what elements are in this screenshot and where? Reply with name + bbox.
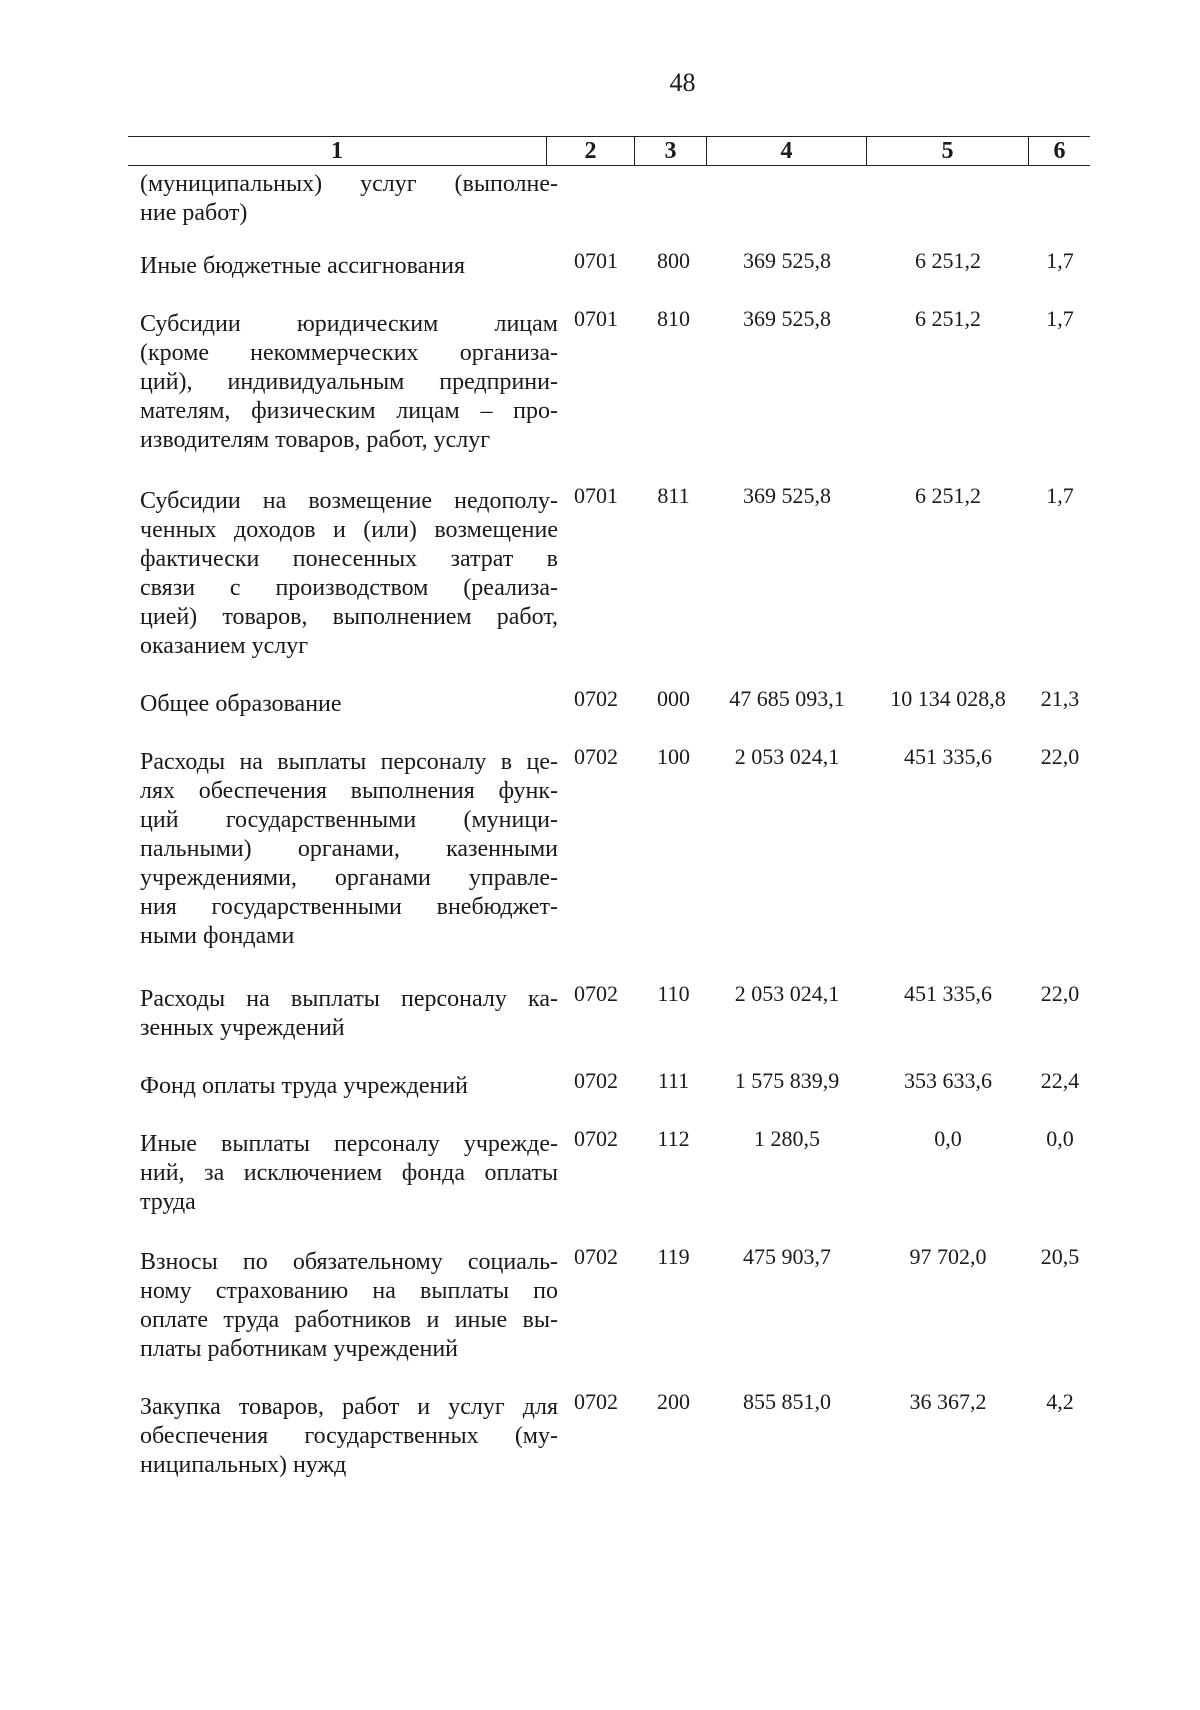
execution-percent: 1,7 [1046,483,1074,508]
section-code: 0701 [574,248,618,273]
description-line: Субсидии на возмещение недополу- [140,488,558,514]
row-description [140,748,558,951]
column-header-4: 4 [706,137,866,165]
description-line: Иные бюджетные ассигнования [140,253,465,279]
description-line: (муниципальных) услуг (выполне- [140,171,558,197]
actual-amount: 6 251,2 [915,483,981,508]
planned-amount: 475 903,7 [743,1244,831,1269]
section-code: 0701 [574,306,618,331]
planned-amount: 369 525,8 [743,483,831,508]
description-line: ниципальных) нужд [140,1452,347,1478]
execution-percent: 4,2 [1046,1389,1074,1414]
execution-percent: 21,3 [1040,686,1080,711]
actual-amount: 36 367,2 [909,1389,987,1414]
expense-code: 000 [657,686,690,711]
description-line: Закупка товаров, работ и услуг для [140,1394,558,1420]
actual-amount: 6 251,2 [915,248,981,273]
description-line: Расходы на выплаты персоналу в це- [140,749,558,775]
description-line: ному страхованию на выплаты по [140,1278,558,1304]
description-line: ченных доходов и (или) возмещение [140,517,558,543]
expense-code: 111 [657,1068,690,1093]
description-line: ние работ) [140,200,248,226]
expense-code: 200 [657,1389,690,1414]
expense-code: 800 [657,248,690,273]
description-line: оказанием услуг [140,633,309,659]
section-code: 0702 [574,981,618,1006]
description-line: лях обеспечения выполнения функ- [140,778,558,804]
planned-amount: 1 575 839,9 [734,1068,840,1093]
expense-code: 810 [657,306,690,331]
description-line: оплате труда работников и иные вы- [140,1307,558,1333]
description-line: фактически понесенных затрат в [140,546,558,572]
expense-code: 811 [657,483,690,508]
row-description [140,1072,558,1101]
row-description [140,1130,558,1217]
expense-code: 112 [657,1126,690,1151]
row-description [140,690,558,719]
description-line: Взносы по обязательному социаль- [140,1249,558,1275]
description-line: ния государственными внебюджет- [140,894,558,920]
description-line: мателям, физическим лицам – про- [140,398,558,424]
planned-amount: 47 685 093,1 [729,686,845,711]
actual-amount: 6 251,2 [915,306,981,331]
planned-amount: 369 525,8 [743,306,831,331]
expense-code: 119 [657,1244,690,1269]
section-code: 0702 [574,1389,618,1414]
row-description [140,310,558,455]
description-line: пальными) органами, казенными [140,836,558,862]
description-line: ций), индивидуальным предприни- [140,369,558,395]
description-line: учреждениями, органами управле- [140,865,558,891]
expense-code: 110 [657,981,690,1006]
actual-amount: 451 335,6 [904,981,992,1006]
section-code: 0702 [574,744,618,769]
description-line: связи с производством (реализа- [140,575,558,601]
execution-percent: 22,0 [1040,981,1080,1006]
section-code: 0702 [574,1126,618,1151]
planned-amount: 369 525,8 [743,248,831,273]
column-header-3: 3 [634,137,706,165]
planned-amount: 855 851,0 [743,1389,831,1414]
execution-percent: 1,7 [1046,306,1074,331]
planned-amount: 2 053 024,1 [734,981,840,1006]
description-line: Общее образование [140,691,342,717]
section-code: 0702 [574,1068,618,1093]
column-header-1: 1 [331,138,343,164]
description-line: Фонд оплаты труда учреждений [140,1073,468,1099]
page-number: 48 [669,68,696,97]
column-header-5: 5 [866,137,1028,165]
table-header [128,136,1090,166]
description-line: платы работникам учреждений [140,1336,459,1362]
description-line: (кроме некоммерческих организа- [140,340,558,366]
description-line: ций государственными (муници- [140,807,558,833]
expense-code: 100 [657,744,690,769]
description-line: изводителям товаров, работ, услуг [140,427,491,453]
row-description [140,170,558,228]
planned-amount: 1 280,5 [754,1126,820,1151]
description-line: цией) товаров, выполнением работ, [140,604,558,630]
description-line: зенных учреждений [140,1015,345,1041]
actual-amount: 97 702,0 [909,1244,987,1269]
row-description [140,1248,558,1364]
section-code: 0702 [574,1244,618,1269]
execution-percent: 22,4 [1040,1068,1080,1093]
actual-amount: 0,0 [934,1126,962,1151]
execution-percent: 0,0 [1046,1126,1074,1151]
section-code: 0702 [574,686,618,711]
column-header-6: 6 [1028,137,1090,165]
actual-amount: 353 633,6 [904,1068,992,1093]
execution-percent: 20,5 [1040,1244,1080,1269]
description-line: Субсидии юридическим лицам [140,311,558,337]
description-line: Иные выплаты персоналу учрежде- [140,1131,558,1157]
description-line: ний, за исключением фонда оплаты [140,1160,558,1186]
column-header-2: 2 [546,137,634,165]
actual-amount: 10 134 028,8 [890,686,1006,711]
description-line: обеспечения государственных (му- [140,1423,558,1449]
row-description [140,985,558,1043]
description-line: Расходы на выплаты персоналу ка- [140,986,558,1012]
row-description [140,1393,558,1480]
execution-percent: 1,7 [1046,248,1074,273]
description-line: труда [140,1189,196,1215]
row-description [140,487,558,661]
actual-amount: 451 335,6 [904,744,992,769]
execution-percent: 22,0 [1040,744,1080,769]
description-line: ными фондами [140,923,295,949]
planned-amount: 2 053 024,1 [734,744,840,769]
section-code: 0701 [574,483,618,508]
row-description [140,252,558,281]
